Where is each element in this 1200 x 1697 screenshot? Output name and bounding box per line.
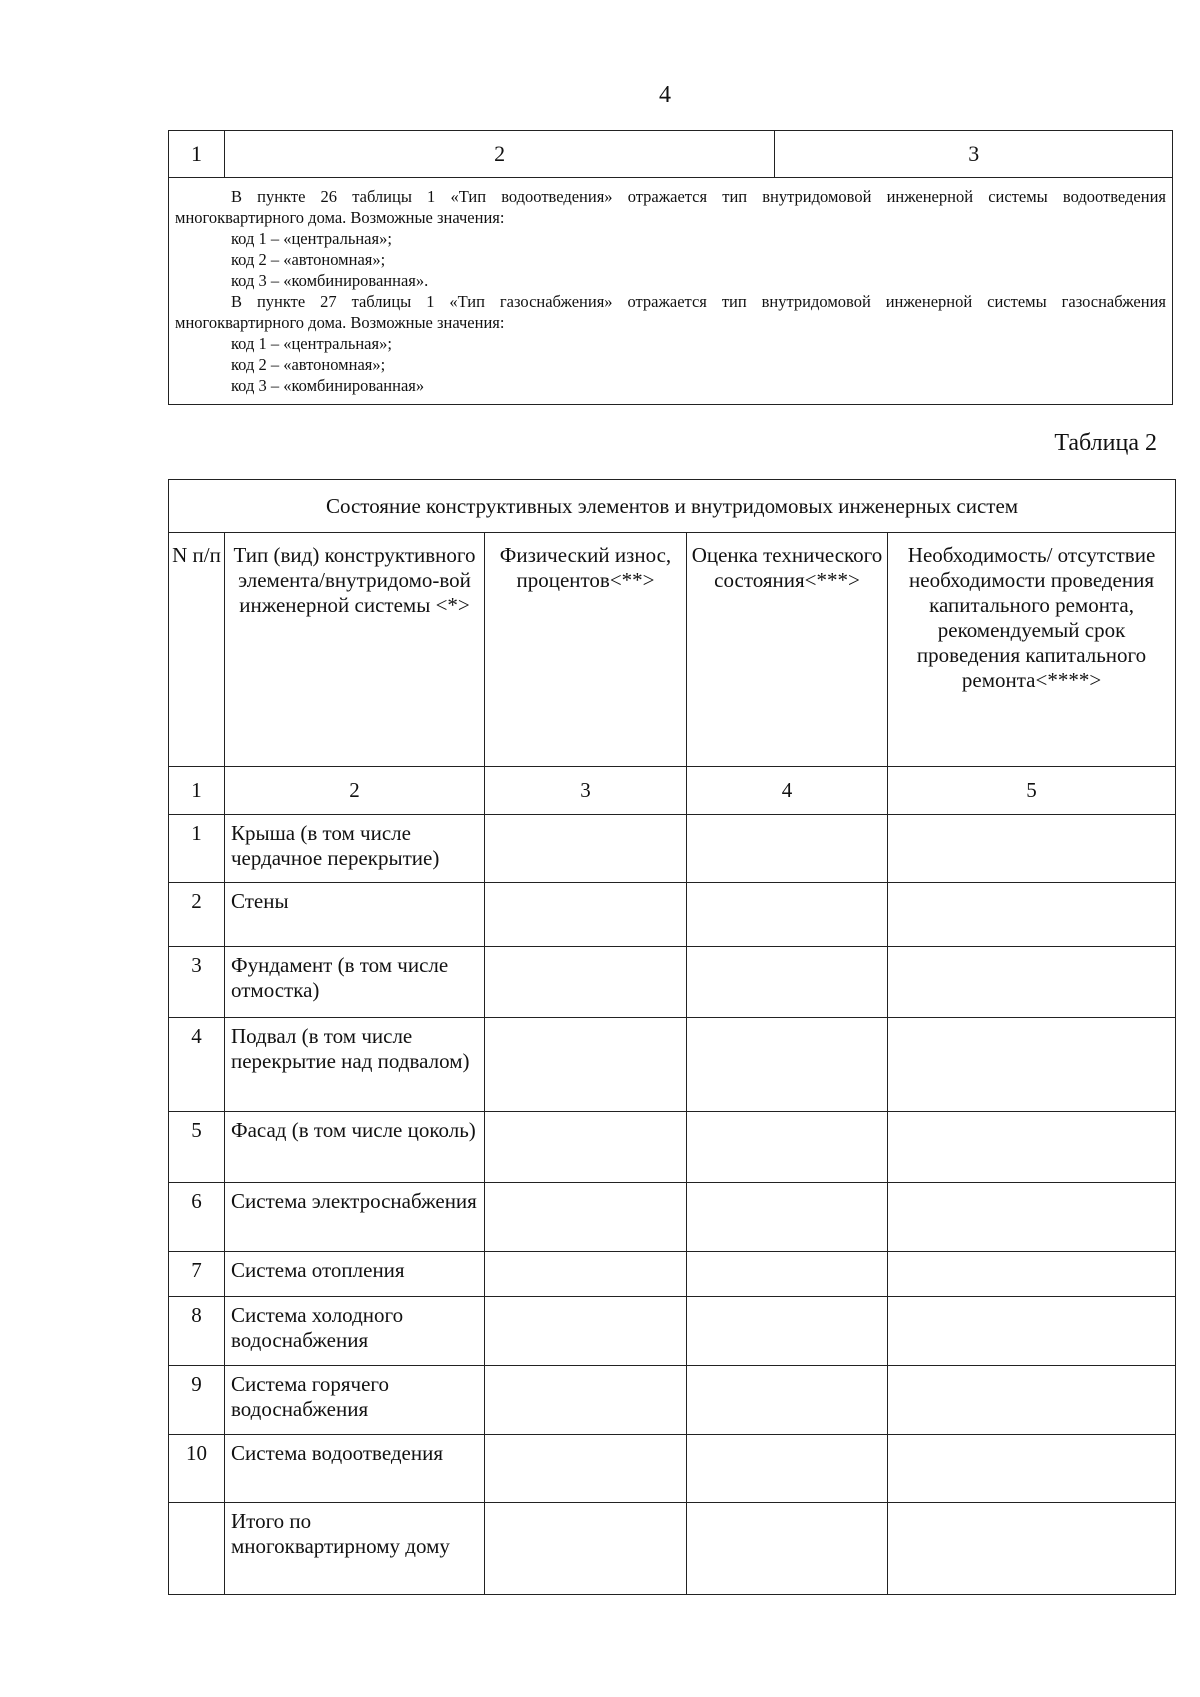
column-number: 5 [888,767,1176,815]
row-number: 10 [169,1435,225,1503]
table-row-total [169,1503,1176,1595]
wear-cell [485,1435,687,1503]
table-row [169,815,1176,883]
paragraph-gas-supply: В пункте 27 таблицы 1 «Тип газоснабжения» отражается тип внутридомовой инженерной системы газоснабжения многоквартирного дома. Возможные значения: [175,292,1166,332]
repair-cell [888,1252,1176,1297]
table-2-title-row [169,480,1176,533]
condition-cell [687,1503,888,1595]
row-number: 9 [169,1366,225,1435]
row-element-name: Итого по многоквартирному дому [225,1503,485,1595]
repair-cell [888,1366,1176,1435]
code-line: код 2 – «автономная»; [231,250,386,269]
column-header-physical-wear: Физический износ, процентов<**> [485,533,687,767]
table-row [169,1297,1176,1366]
wear-cell [485,1112,687,1183]
repair-cell [888,947,1176,1018]
row-element-name: Система водоотведения [225,1435,485,1503]
condition-cell [687,883,888,947]
table-2-label: Таблица 2 [1054,430,1157,456]
row-number: 2 [169,883,225,947]
wear-cell [485,1503,687,1595]
column-number: 2 [225,767,485,815]
column-header-technical-condition: Оценка технического состояния<***> [687,533,888,767]
row-number: 8 [169,1297,225,1366]
wear-cell [485,1018,687,1112]
wear-cell [485,1297,687,1366]
table-1-col-3: 3 [775,131,1173,178]
table-row [169,883,1176,947]
code-line: код 1 – «центральная»; [231,229,392,248]
condition-cell [687,1366,888,1435]
repair-cell [888,1297,1176,1366]
condition-cell [687,1297,888,1366]
table-row [169,1366,1176,1435]
row-number [169,1503,225,1595]
wear-cell [485,1183,687,1252]
column-number: 3 [485,767,687,815]
wear-cell [485,1366,687,1435]
table-row [169,1435,1176,1503]
row-element-name: Подвал (в том числе перекрытие над подвалом) [225,1018,485,1112]
table-1-col-2: 2 [224,131,774,178]
row-number: 3 [169,947,225,1018]
condition-cell [687,1252,888,1297]
wear-cell [485,947,687,1018]
table-row [169,1112,1176,1183]
table-2 [168,479,1176,1595]
row-number: 1 [169,815,225,883]
code-line: код 1 – «центральная»; [231,334,392,353]
row-element-name: Система электроснабжения [225,1183,485,1252]
column-header-number: N п/п [169,533,225,767]
repair-cell [888,1112,1176,1183]
column-number: 4 [687,767,888,815]
row-element-name: Система холодного водоснабжения [225,1297,485,1366]
row-number: 7 [169,1252,225,1297]
wear-cell [485,883,687,947]
repair-cell [888,1183,1176,1252]
row-element-name: Фасад (в том числе цоколь) [225,1112,485,1183]
row-number: 6 [169,1183,225,1252]
condition-cell [687,1183,888,1252]
condition-cell [687,1435,888,1503]
table-row [169,1183,1176,1252]
row-element-name: Система горячего водоснабжения [225,1366,485,1435]
row-number: 5 [169,1112,225,1183]
repair-cell [888,883,1176,947]
column-header-repair-need: Необходимость/ отсутствие необходимости проведения капитального ремонта, рекомендуемый срок проведения капитального ремонта<****> [888,533,1176,767]
code-line: код 3 – «комбинированная» [231,376,425,395]
repair-cell [888,815,1176,883]
table-1-body-cell [169,178,1173,405]
row-element-name: Фундамент (в том числе отмостка) [225,947,485,1018]
table-1-continuation [168,130,1173,405]
code-line: код 3 – «комбинированная». [231,271,429,290]
condition-cell [687,1018,888,1112]
column-header-element-type: Тип (вид) конструктивного элемента/внутридомо-вой инженерной системы <*> [225,533,485,767]
table-row [169,947,1176,1018]
table-1-header-row [169,131,1173,178]
condition-cell [687,947,888,1018]
table-row [169,1252,1176,1297]
table-2-title: Состояние конструктивных элементов и внутридомовых инженерных систем [169,480,1176,533]
condition-cell [687,1112,888,1183]
table-2-column-numbers [169,767,1176,815]
row-number: 4 [169,1018,225,1112]
table-1-col-1: 1 [169,131,225,178]
code-line: код 2 – «автономная»; [231,355,386,374]
condition-cell [687,815,888,883]
paragraph-sewerage: В пункте 26 таблицы 1 «Тип водоотведения» отражается тип внутридомовой инженерной системы водоотведения многоквартирного дома. Возможные значения: [175,187,1166,227]
repair-cell [888,1503,1176,1595]
table-2-column-headers [169,533,1176,767]
row-element-name: Стены [225,883,485,947]
row-element-name: Система отопления [225,1252,485,1297]
table-row [169,1018,1176,1112]
wear-cell [485,815,687,883]
repair-cell [888,1018,1176,1112]
table-1-body-row [169,178,1173,405]
page-number: 4 [659,82,671,108]
repair-cell [888,1435,1176,1503]
wear-cell [485,1252,687,1297]
row-element-name: Крыша (в том числе чердачное перекрытие) [225,815,485,883]
column-number: 1 [169,767,225,815]
